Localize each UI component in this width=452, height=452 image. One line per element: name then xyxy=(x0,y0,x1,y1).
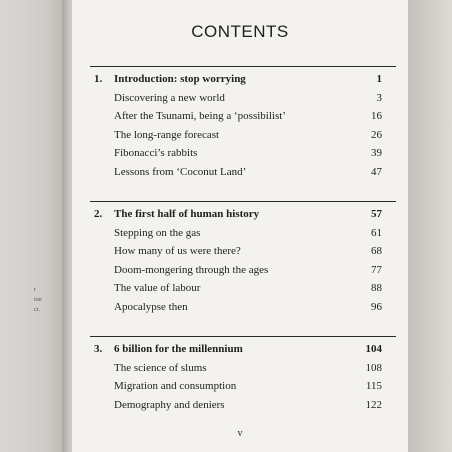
entry-title: After the Tsunami, being a ‘possibilist’ xyxy=(114,110,286,123)
entry-title: Stepping on the gas xyxy=(114,226,201,239)
chapter-number: 2. xyxy=(94,208,103,220)
entry-title: Lessons from ‘Coconut Land’ xyxy=(114,166,247,178)
facing-page xyxy=(0,0,64,452)
toc-entry xyxy=(72,89,408,107)
entry-page: 96 xyxy=(371,301,382,313)
toc-entry xyxy=(72,396,408,414)
chapter-row xyxy=(72,70,408,88)
contents-page xyxy=(72,0,408,452)
entry-page: 122 xyxy=(365,398,382,411)
toc-entry xyxy=(72,163,408,181)
entry-title: Discovering a new world xyxy=(114,91,225,104)
entry-title: How many of us were there? xyxy=(114,245,241,258)
chapter-title: Introduction: stop worrying xyxy=(114,73,246,85)
entry-page: 108 xyxy=(365,361,382,374)
chapter-title: The first half of human history xyxy=(114,208,260,220)
toc-entry xyxy=(72,107,408,125)
entry-page: 88 xyxy=(371,282,382,295)
chapter-title: 6 billion for the millennium xyxy=(114,343,243,355)
toc-entry xyxy=(72,144,408,162)
entry-page: 68 xyxy=(371,245,382,258)
chapter-number: 3. xyxy=(94,343,103,355)
entry-title: Demography and deniers xyxy=(114,398,225,411)
entry-page: 3 xyxy=(376,91,382,104)
entry-title: The science of slums xyxy=(114,361,207,374)
entry-title: Fibonacci’s rabbits xyxy=(114,147,198,160)
entry-page: 77 xyxy=(371,263,382,276)
entry-page: 47 xyxy=(371,166,382,178)
toc-entry xyxy=(72,298,408,316)
toc-entry xyxy=(72,279,408,297)
entry-page: 115 xyxy=(365,380,382,393)
entry-title: The long-range forecast xyxy=(114,128,220,141)
chapter-page: 104 xyxy=(365,343,382,355)
toc-entry xyxy=(72,261,408,279)
facing-page-fragment: ion xyxy=(34,297,42,303)
page-number: v xyxy=(237,428,243,439)
entry-title: Migration and consumption xyxy=(114,380,237,393)
chapter-number: 1. xyxy=(94,73,103,85)
page-edge xyxy=(408,0,452,452)
toc-entry xyxy=(72,126,408,144)
chapter-page: 57 xyxy=(371,208,382,220)
entry-title: Apocalypse then xyxy=(114,301,188,313)
toc-entry xyxy=(72,359,408,377)
entry-page: 61 xyxy=(371,226,382,239)
toc-entry xyxy=(72,224,408,242)
entry-page: 39 xyxy=(371,147,382,160)
section-divider xyxy=(90,201,396,202)
entry-title: The value of labour xyxy=(114,282,201,295)
entry-page: 26 xyxy=(371,128,382,141)
entry-page: 16 xyxy=(371,110,382,123)
toc-entry xyxy=(72,377,408,395)
chapter-page: 1 xyxy=(376,73,382,85)
page-title: CONTENTS xyxy=(191,22,289,41)
facing-page-fragment: r xyxy=(34,287,36,293)
toc-entry xyxy=(72,242,408,260)
facing-page-fragment: ct. xyxy=(34,307,40,313)
section-divider xyxy=(90,336,396,337)
chapter-row xyxy=(72,340,408,358)
section-divider xyxy=(90,66,396,67)
entry-title: Doom-mongering through the ages xyxy=(114,263,269,276)
chapter-row xyxy=(72,205,408,223)
